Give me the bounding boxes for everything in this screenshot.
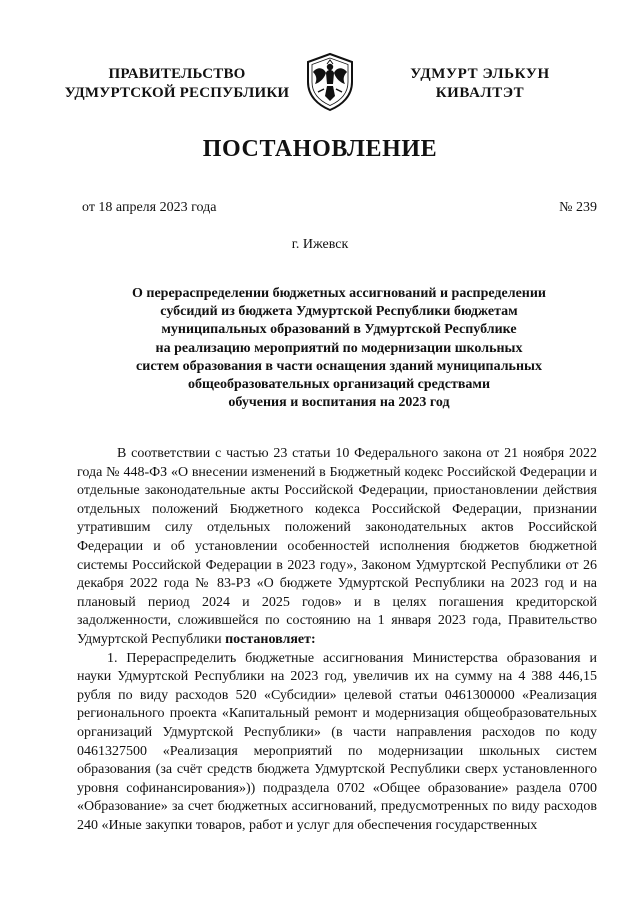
header-left-line2: УДМУРТСКОЙ РЕСПУБЛИКИ [64, 85, 290, 101]
heading-line: общеобразовательных организаций средствами [187, 377, 491, 393]
document-heading [100, 285, 578, 412]
heading-line: на реализацию мероприятий по модернизации школьных [155, 340, 523, 356]
header-right-line1: УДМУРТ ЭЛЬКУН [410, 66, 550, 82]
document-title: ПОСТАНОВЛЕНИЕ [202, 136, 438, 162]
header-left [52, 65, 302, 103]
heading-line: субсидий из бюджета Удмуртской Республики бюджетам [160, 304, 518, 320]
header-right [388, 65, 572, 103]
document-body [77, 445, 597, 835]
heading-line: обучения и воспитания на 2023 год [228, 395, 450, 411]
heading-line: О перераспределении бюджетных ассигнований и распределении [132, 286, 546, 301]
body-paragraph-1 [77, 445, 597, 650]
header-right-line2: КИВАЛТЭТ [435, 85, 525, 101]
paragraph-1-text: В соответствии с частью 23 статьи 10 Федерального закона от 21 ноября 2022 года № 448-ФЗ «О внесении изменений в Бюджетный кодекс Российской Федерации и отдельные законодательные акты Российской Федерации, приостановлении действия отдельных положений Бюджетного кодекса Российской Федерации, признании утратившим силу отдельных положений законодательных актов Российской Федерации и об установлении особенностей исполнения бюджетов бюджетной системы Российской Федерации в 2023 году», Законом Удмуртской Республики от 26 декабря 2022 года № 83-РЗ «О бюджете Удмуртской Республики на 2023 год и на плановый период 2024 и 2025 годов» и в целях погашения кредиторской задолженности, сложившейся по состоянию на 1 января 2023 года, Правительство Удмуртской Республики [77, 446, 597, 647]
document-number: № 239 [559, 200, 597, 215]
body-paragraph-2: 1. Перераспределить бюджетные ассигнования Министерства образования и науки Удмуртской Республики на 2023 год, увеличив их на сумму на 4 388 446,15 рубля по виду расходов 520 «Субсидии» целевой статьи 0461300000 «Реализация регионального проекта «Капитальный ремонт и модернизация общеобразовательных организаций Удмуртской Республики» (в части направления расходов по коду 0461327500 «Реализация мероприятий по модернизации школьных систем образования (за счёт средств бюджета Удмуртской Республики сверх установленного уровня софинансирования»)) подраздела 0702 «Общее образование» раздела 0700 «Образование» за счет бюджетных ассигнований, предусмотренных по виду расходов 240 «Иные закупки товаров, работ и услуг для обеспечения государственных [77, 650, 597, 833]
header-left-line1: ПРАВИТЕЛЬСТВО [108, 66, 246, 82]
document-date: от 18 апреля 2023 года [82, 200, 217, 215]
paragraph-1-bold: постановляет: [225, 631, 316, 647]
coat-of-arms-icon [304, 52, 356, 112]
document-city: г. Ижевск [291, 237, 349, 252]
heading-line: систем образования в части оснащения зданий муниципальных [136, 358, 542, 374]
heading-line: муниципальных образований в Удмуртской Республике [161, 322, 517, 338]
